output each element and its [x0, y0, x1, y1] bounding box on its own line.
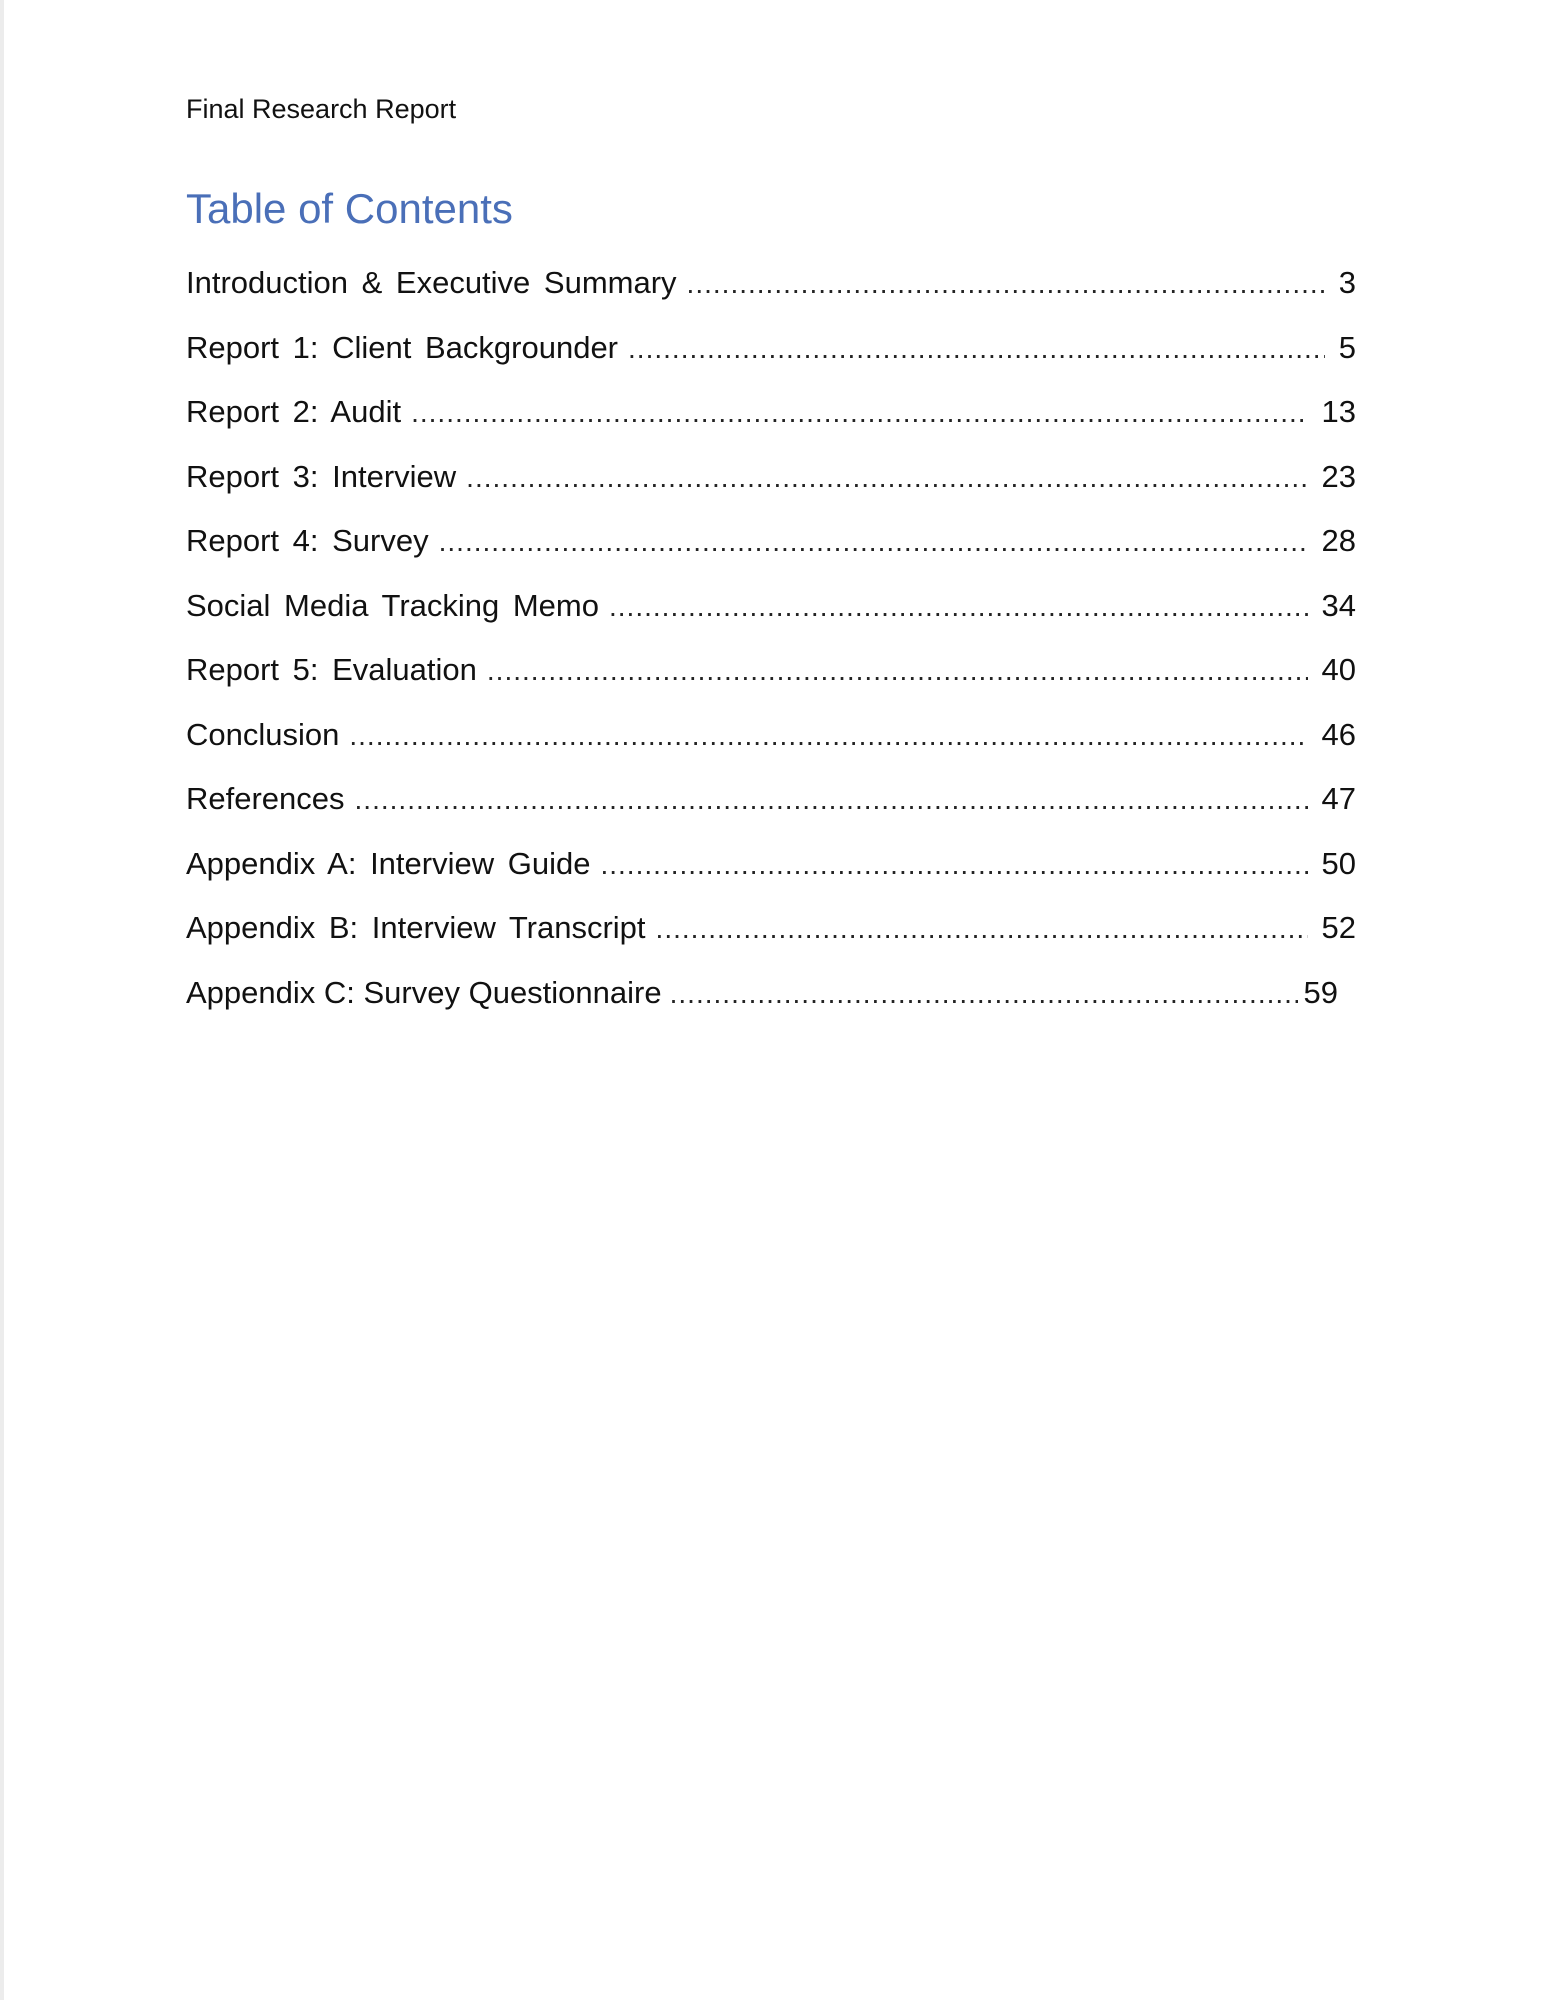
toc-entry-title: Report 3: Interview	[186, 458, 457, 494]
dot-leader	[487, 648, 1308, 694]
toc-entry[interactable]	[186, 712, 1356, 777]
toc-entry-title: Report 1: Client Backgrounder	[186, 329, 619, 365]
dot-leader	[628, 326, 1325, 372]
toc-entry-title: Report 2: Audit	[186, 394, 402, 429]
toc-entry-page: 59	[1303, 974, 1338, 1010]
toc-entry-title: Introduction & Executive Summary	[186, 265, 677, 300]
toc-entry-page: 40	[1321, 652, 1356, 687]
dot-leader	[439, 519, 1308, 565]
toc-entry-page: 28	[1321, 523, 1356, 558]
toc-entry[interactable]	[186, 454, 1356, 519]
toc-entry[interactable]	[186, 325, 1356, 390]
dot-leader	[609, 584, 1308, 630]
dot-leader	[670, 971, 1298, 1017]
toc-entry[interactable]	[186, 841, 1356, 906]
table-of-contents	[186, 260, 1356, 1034]
toc-entry[interactable]	[186, 389, 1356, 454]
toc-entry-title: Conclusion	[186, 716, 340, 752]
toc-heading: Table of Contents	[186, 185, 513, 232]
toc-entry[interactable]	[186, 518, 1356, 583]
toc-entry[interactable]	[186, 776, 1356, 841]
toc-entry-page: 5	[1338, 329, 1356, 365]
toc-entry-title: Report 4: Survey	[186, 523, 429, 558]
toc-entry[interactable]	[186, 647, 1356, 712]
toc-entry-title: Appendix C: Survey Questionnaire	[186, 974, 662, 1010]
toc-entry[interactable]	[186, 260, 1356, 325]
toc-entry-title: Appendix B: Interview Transcript	[186, 910, 646, 945]
dot-leader	[687, 261, 1325, 307]
toc-entry-page: 3	[1338, 265, 1356, 300]
toc-entry-page: 23	[1321, 458, 1356, 494]
toc-entry-title: Appendix A: Interview Guide	[186, 845, 591, 881]
toc-entry-title: Report 5: Evaluation	[186, 652, 477, 687]
toc-entry-page: 50	[1321, 845, 1356, 881]
running-header: Final Research Report	[186, 94, 457, 124]
toc-entry-page: 46	[1321, 716, 1356, 752]
dot-leader	[466, 455, 1307, 501]
toc-entry-title: References	[186, 781, 345, 816]
toc-entry-title: Social Media Tracking Memo	[186, 587, 599, 623]
toc-entry-page: 52	[1321, 910, 1356, 945]
dot-leader	[600, 842, 1307, 888]
toc-entry-page: 34	[1321, 587, 1356, 623]
dot-leader	[355, 777, 1308, 823]
toc-entry-page: 47	[1321, 781, 1356, 816]
toc-entry[interactable]	[186, 583, 1356, 648]
dot-leader	[656, 906, 1308, 952]
dot-leader	[349, 713, 1307, 759]
toc-entry-page: 13	[1321, 394, 1356, 429]
toc-entry[interactable]	[186, 905, 1356, 970]
toc-entry[interactable]	[186, 970, 1338, 1035]
dot-leader	[411, 390, 1307, 436]
